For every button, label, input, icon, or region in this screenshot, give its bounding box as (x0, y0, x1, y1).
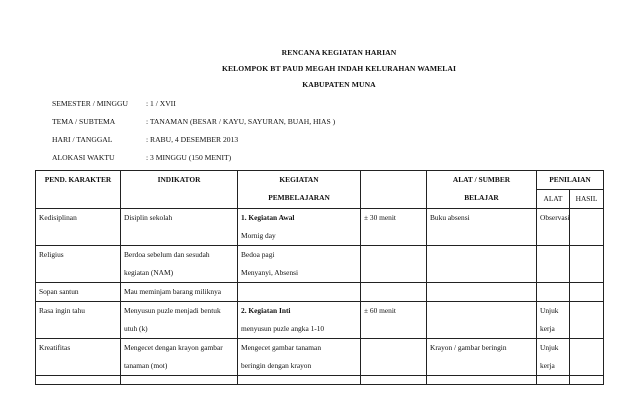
header-waktu (361, 171, 427, 209)
cell-kegiatan (238, 339, 361, 376)
activity-table (35, 170, 604, 385)
cell-kegiatan (238, 209, 361, 246)
meta-row-hari (52, 135, 335, 153)
cell-sumber (427, 283, 537, 302)
cell-waktu (361, 283, 427, 302)
cell-kegiatan (238, 246, 361, 283)
kegiatan-line1: Bedoa pagi (241, 250, 275, 259)
meta-value: : 1 / XVII (146, 99, 176, 108)
cell-kegiatan (238, 302, 361, 339)
cell-alat (537, 302, 570, 339)
cell-alat (537, 246, 570, 283)
cell-karakter: Kreatifitas (36, 339, 121, 376)
cell-indikator (121, 283, 238, 302)
kegiatan-line2: beringin dengan krayon (241, 361, 312, 370)
document-title: RENCANA KEGIATAN HARIAN (281, 48, 397, 57)
indikator-line2: tanaman (mot) (124, 361, 168, 370)
kegiatan-line1: 2. Kegiatan Inti (241, 306, 291, 315)
cell-indikator (121, 209, 238, 246)
cell-empty (537, 376, 570, 385)
meta-info (52, 99, 335, 171)
header-indikator: INDIKATOR (121, 171, 238, 209)
meta-label: TEMA / SUBTEMA (52, 117, 116, 126)
alat-line1: Unjuk (540, 306, 559, 315)
group-title: KELOMPOK BT PAUD MEGAH INDAH KELURAHAN WAMELAI (221, 64, 457, 73)
cell-kegiatan (238, 283, 361, 302)
header-kegiatan-line1: KEGIATAN (279, 175, 319, 184)
alat-line1: Unjuk (540, 343, 559, 352)
meta-label: HARI / TANGGAL (52, 135, 113, 144)
indikator-line2: kegiatan (NAM) (124, 268, 174, 277)
cell-sumber: Krayon / gambar beringin (427, 339, 537, 376)
meta-row-alokasi (52, 153, 335, 171)
kegiatan-line1: 1. Kegiatan Awal (241, 213, 295, 222)
meta-label: ALOKASI WAKTU (52, 153, 115, 162)
cell-karakter: Sopan santun (36, 283, 121, 302)
table-row-empty (36, 376, 604, 385)
cell-karakter: Kedisiplinan (36, 209, 121, 246)
cell-waktu: ± 60 menit (361, 302, 427, 339)
header-kegiatan-line2: PEMBELAJARAN (268, 193, 330, 202)
regency-title: KABUPATEN MUNA (302, 80, 376, 89)
kegiatan-line1: Mengecet gambar tanaman (241, 343, 322, 352)
meta-label: SEMESTER / MINGGU (52, 99, 128, 108)
cell-hasil (570, 246, 604, 283)
cell-alat (537, 339, 570, 376)
subheader-alat: ALAT (537, 190, 570, 209)
header-alat-line1: ALAT / SUMBER (452, 175, 511, 184)
cell-hasil (570, 302, 604, 339)
cell-waktu (361, 339, 427, 376)
cell-alat (537, 283, 570, 302)
indikator-line1: Mau meminjam barang miliknya (124, 287, 222, 296)
indikator-line2: utuh (k) (124, 324, 148, 333)
table-row (36, 283, 604, 302)
table-row (36, 339, 604, 376)
cell-indikator (121, 339, 238, 376)
meta-row-tema (52, 117, 335, 135)
cell-sumber (427, 302, 537, 339)
indikator-line1: Disiplin sekolah (124, 213, 173, 222)
cell-hasil (570, 283, 604, 302)
cell-hasil (570, 339, 604, 376)
cell-waktu: ± 30 menit (361, 209, 427, 246)
table-header-row (36, 171, 604, 190)
kegiatan-line2: menyusun puzle angka 1-10 (241, 324, 325, 333)
header-alat-sumber (427, 171, 537, 209)
cell-karakter: Rasa ingin tahu (36, 302, 121, 339)
header-alat-line2: BELAJAR (464, 193, 499, 202)
cell-empty (570, 376, 604, 385)
header-penilaian: PENILAIAN (537, 171, 604, 190)
cell-empty (238, 376, 361, 385)
cell-waktu (361, 246, 427, 283)
indikator-line1: Mengecet dengan krayon gambar (124, 343, 223, 352)
kegiatan-line2: Mornig day (241, 231, 276, 240)
meta-value: : TANAMAN (BESAR / KAYU, SAYURAN, BUAH, HIAS ) (146, 117, 336, 126)
indikator-line1: Menyusun puzle menjadi bentuk (124, 306, 221, 315)
cell-sumber: Buku absensi (427, 209, 537, 246)
cell-karakter: Religius (36, 246, 121, 283)
cell-empty (361, 376, 427, 385)
subheader-hasil: HASIL (570, 190, 604, 209)
kegiatan-line2: Menyanyi, Absensi (241, 268, 299, 277)
cell-empty (121, 376, 238, 385)
table-row (36, 302, 604, 339)
header-karakter: PEND. KARAKTER (36, 171, 121, 209)
meta-row-semester (52, 99, 335, 117)
cell-empty (427, 376, 537, 385)
table-row (36, 209, 604, 246)
meta-value: : 3 MINGGU (150 MENIT) (146, 153, 232, 162)
cell-empty (36, 376, 121, 385)
cell-sumber (427, 246, 537, 283)
cell-hasil (570, 209, 604, 246)
header-kegiatan (238, 171, 361, 209)
cell-indikator (121, 302, 238, 339)
cell-alat: Observasi (537, 209, 570, 246)
cell-indikator (121, 246, 238, 283)
alat-line2: kerja (540, 324, 555, 333)
alat-line2: kerja (540, 361, 555, 370)
indikator-line1: Berdoa sebelum dan sesudah (124, 250, 210, 259)
meta-value: : RABU, 4 DESEMBER 2013 (146, 135, 239, 144)
table-row (36, 246, 604, 283)
